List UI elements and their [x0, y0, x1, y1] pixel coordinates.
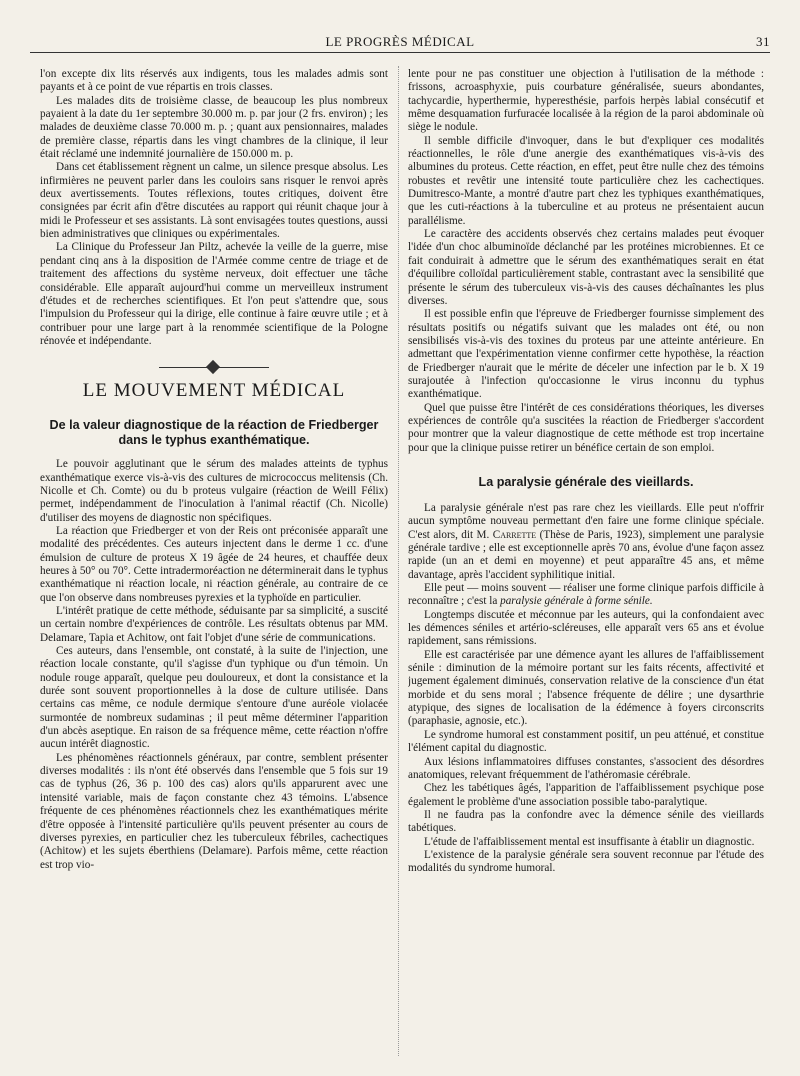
paragraph: L'intérêt pratique de cette méthode, séduisante par sa simplicité, a suscité un certain nombre d'expériences de contrôle. Les résultats obtenus par MM. Delamare, Tapia et Achitow, ont fait l'objet d'une série de communications. [40, 605, 388, 644]
journal-title: LE PROGRÈS MÉDICAL [325, 34, 475, 49]
article-title: La paralysie générale des vieillards. [478, 474, 694, 489]
left-column [40, 68, 388, 1063]
paragraph: Les phénomènes réactionnels généraux, par contre, semblent présenter diverses modalités : ils n'ont été observés dans l'ensemble que 5 fois sur 19 cas de typhus (26, 36 p. 100 des cas) alors qu'ils apparurent avec une intensité variable, mais de façon constante chez 43 témoins. L'absence fréquente de ces phénomènes réactionnels chez les exanthématiques mérite d'être opposée à l'intensité particulière qu'ils peuvent présenter au cours de diverses pyrexies, en particulier chez les tuberculeux fébriles, cachectiques (Achitow) et les sujets éberthiens (Delamare). Parfois même, cette réaction est trop vio- [40, 751, 388, 871]
paragraph: Il ne faudra pas la confondre avec la démence sénile des vieillards tabétiques. [408, 808, 764, 835]
page-number: 31 [756, 34, 770, 49]
paragraph: La Clinique du Professeur Jan Piltz, achevée la veille de la guerre, mise pendant cinq ans à la disposition de l'Armée comme centre de triage et de traitement des affections du système nerveux, doit effectuer une tâche considérable. Elle apparaît aujourd'hui comme un merveilleux instrument d'études et de recherches scientifiques. Et l'on peut s'attendre que, sous l'impulsion du Professeur qui la dirige, elle continue à faire œuvre utile ; et à contribuer pour une large part à la renommée scientifique de la Pologne rénovée et indépendante. [40, 241, 388, 347]
paragraph: Dans cet établissement règnent un calme, un silence presque absolus. Les infirmières ne peuvent parler dans les couloirs sans risquer le renvoi après deux avertissements. Toutes réflexions, toutes critiques, doivent être consignées par écrit afin d'être discutées au rapport qui réunit chaque jour à midi le Professeur et ses assistants. Là sont envisagées toutes questions, aussi bien administratives que cliniques ou expérimentales. [40, 161, 388, 241]
paragraph: Aux lésions inflammatoires diffuses constantes, s'associent des désordres anatomiques, relevant fréquemment de l'athéromasie cérébrale. [408, 755, 764, 781]
paragraph: Longtemps discutée et méconnue par les auteurs, qui la confondaient avec les démences séniles et artério-scléreuses, elle apparaît vers 65 ans et évolue rapidement, sans rémissions. [408, 608, 764, 648]
paragraph: Le pouvoir agglutinant que le sérum des malades atteints de typhus exanthématique exerce vis-à-vis des cultures de micrococcus melitensis (Ch. Nicolle et Ch. Comte) ou du b proteus vulgaire (réaction de Weill Félix) permet, indépendamment de l'inoculation à l'animal réactif (Ch. Nicolle) d'utiliser des moyens de diagnostic non spécifiques. [40, 458, 388, 524]
paragraph: Ces auteurs, dans l'ensemble, ont constaté, à la suite de l'injection, une réaction locale constante, qu'il s'agisse d'un typhique ou d'un témoin. Un nodule rouge apparaît, quelque peu douloureux, et dont la consistance et la durée sont souvent proportionnelles à la dose de culture utilisée. Dans certains cas même, ce nodule dermique s'entoure d'une auréole violacée surmontée de nombreux sudaminas ; il peut même déterminer l'apparition d'un abcès aseptique. En raison de sa fréquence même, cette réaction n'offre aucun intérêt diagnostic. [40, 645, 388, 751]
running-head [30, 34, 770, 53]
text-run: La paralysie générale n'est pas rare chez les vieillards. Elle peut n'offrir aucun symptôme nouveau permettant d'en faire une forme clinique spéciale. C'est alors, dit M. [408, 501, 764, 541]
text-run: Elle peut — moins souvent — réaliser une forme clinique parfois difficile à reconnaître ; c'est la [408, 582, 764, 608]
paragraph: l'on excepte dix lits réservés aux indigents, tous les malades admis sont payants et à ce point de vue répartis en trois classes. [40, 68, 388, 94]
paragraph: La réaction que Friedberger et von der Reis ont préconisée apparaît une modalité des précédentes. Ces auteurs injectent dans le derme 1 cc. d'une émulsion de culture de proteus X 19 âgée de 24 heures, et chauffée deux heures à 50° ou 70°. Cette intradermoréaction ne déterminerait dans le typhus exanthématique ni réaction locale, ni réaction générale, au contraire de ce que l'on observe dans nombreuses pyrexies et la typhoïde en particulier. [40, 524, 388, 604]
paragraph: Il semble difficile d'invoquer, dans le but d'expliquer ces modalités réactionnelles, le rôle d'une anergie des exanthématiques vis-à-vis des albumines du proteus. Cette réaction, en effet, peut être nulle chez des témoins robustes et revêtir une intensité toute particulière chez les cachectiques. Dumitresco-Mante, a montré d'autre part chez les typhiques exanthématiques, que les cuti-réactions à la tuberculine et au proteus ne présentaient aucun parallélisme. [408, 134, 764, 227]
paragraph [408, 502, 764, 582]
paragraph: L'existence de la paralysie générale sera souvent reconnue par l'étude des modalités du syndrome humoral. [408, 848, 764, 875]
author-name: Carrette [492, 528, 537, 541]
column-divider [398, 66, 399, 1056]
paragraph: Quel que puisse être l'intérêt de ces considérations théoriques, les diverses expériences de contrôle qu'a suscitées la réaction de Friedberger s'accordent pour montrer que la valeur diagnostique de cette méthode est trop incertaine pour que la clinique puisse retirer un bénéfice certain de son emploi. [408, 401, 764, 454]
paragraph: Elle est caractérisée par une démence ayant les allures de l'affaiblissement sénile : diminution de la mémoire portant sur les faits récents, affectivité et jugement également diminués, conservation relative de la conscience d'un état morbide et du sens moral ; l'absence fréquente de délire ; une dysarthrie atypique, des signes de localisation de la édémence à foyers circonscrits (paraphasie, agnosie, etc.). [408, 648, 764, 728]
emphasis: paralysie générale à forme sénile. [500, 595, 653, 608]
paragraph: lente pour ne pas constituer une objection à l'utilisation de la méthode : frissons, acroasphyxie, puis courbature généralisée, sueurs abondantes, tachycardie, hyperthermie, hyperesthésie, parfois herpès labial consécutif et même desquamation furfuracée localisée à la région de la paroi abdominale où siège le nodule. [408, 68, 764, 134]
paragraph: Les malades dits de troisième classe, de beaucoup les plus nombreux payaient à la date du 1er septembre 30.000 m. p. par jour (2 frs. environ) ; les malades de deuxième classe 70.000 m. p. ; quant aux pensionnaires, malades de première classe, répartis dans les vingt chambres de la clinique, il leur était réclamé une indemnité journalière de 150.000 m. p. [40, 94, 388, 161]
paragraph: Chez les tabétiques âgés, l'apparition de l'affaiblissement psychique pose également le problème d'une association possible tabo-paralytique. [408, 782, 764, 808]
right-column [408, 68, 764, 1063]
paragraph: Le syndrome humoral est constamment positif, un peu atténué, et constitue l'élément capital du diagnostic. [408, 728, 764, 755]
article-title: De la valeur diagnostique de la réaction de Friedberger dans le typhus exanthématique. [49, 418, 379, 448]
paragraph: Il est possible enfin que l'épreuve de Friedberger fournisse simplement des résultats positifs ou négatifs suivant que les malades ont été, ou non sensibilisés vis-à-vis des toxines du proteus par une atteinte antérieure. En admettant que l'expérimentation vienne confirmer cette hypothèse, la réaction de Friedberger n'aurait que le mérite de déceler une infection par le b. X 19 surajoutée à l'infection qu'occasionne le virus inconnu du typhus exanthématique. [408, 308, 764, 401]
text-run: (Thèse de Paris, 1923), simplement une paralysie générale tardive ; elle est exceptionnelle après 70 ans, évolue d'une façon assez rapide (un an et demi en moyenne) et peut apparaître 45 ans, et même davantage, après l'accident syphilitique initial. [408, 528, 764, 581]
paragraph [408, 582, 764, 609]
ornament-divider [159, 362, 269, 372]
paragraph: Le caractère des accidents observés chez certains malades peut évoquer l'idée d'un choc albuminoïde déclanché par les protéines microbiennes. Et ce fait conduirait à admettre que le sérum des exanthématiques serait en état d'équilibre colloïdal particulièrement stable, contrastant avec la sensibilité que présente le sérum des tuberculeux vis-à-vis des causes déchaînantes les plus diverses. [408, 228, 764, 307]
section-title: LE MOUVEMENT MÉDICAL [82, 380, 346, 402]
paragraph: L'étude de l'affaiblissement mental est insuffisante à établir un diagnostic. [424, 835, 755, 848]
